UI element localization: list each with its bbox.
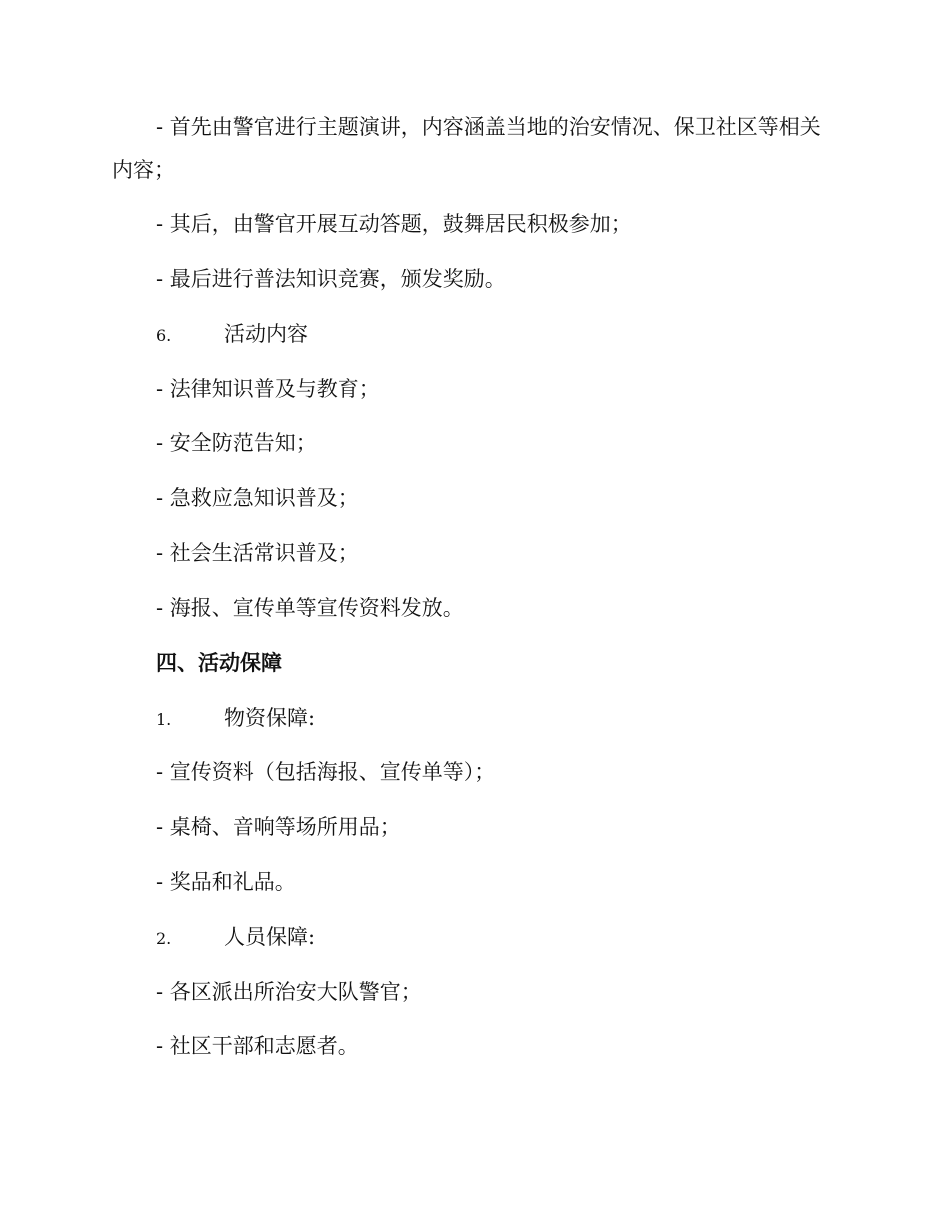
material-item-publicity: - 宣传资料（包括海报、宣传单等）； <box>156 760 496 784</box>
content-item-life: - 社会生活常识普及； <box>156 541 359 565</box>
paragraph-competition: - 最后进行普法知识竞赛，颁发奖励。 <box>156 267 506 291</box>
list-item-6 <box>156 313 308 357</box>
list-item-label: 活动内容 <box>224 322 308 346</box>
paragraph-speech: - 首先由警官进行主题演讲，内容涵盖当地的治安情况、保卫社区等相关内容； <box>112 115 821 182</box>
list-number: 2. <box>156 929 172 948</box>
list-item-label: 人员保障: <box>224 925 316 949</box>
list-number: 6. <box>156 326 172 345</box>
content-item-materials: - 海报、宣传单等宣传资料发放。 <box>156 596 464 620</box>
material-item-prizes: - 奖品和礼品。 <box>156 870 296 894</box>
staff-item-police: - 各区派出所治安大队警官； <box>156 980 422 1004</box>
list-item-2 <box>156 916 315 960</box>
paragraph-quiz: - 其后，由警官开展互动答题，鼓舞居民积极参加； <box>156 212 632 236</box>
section-heading: 四、活动保障 <box>156 650 282 675</box>
content-item-law: - 法律知识普及与教育； <box>156 377 380 401</box>
content-item-first-aid: - 急救应急知识普及； <box>156 486 359 510</box>
staff-item-volunteers: - 社区干部和志愿者。 <box>156 1034 359 1058</box>
list-item-label: 物资保障: <box>224 706 316 730</box>
content-item-safety: - 安全防范告知； <box>156 431 317 455</box>
list-number: 1. <box>156 710 172 729</box>
material-item-furniture: - 桌椅、音响等场所用品； <box>156 815 401 839</box>
list-item-1 <box>156 697 315 741</box>
